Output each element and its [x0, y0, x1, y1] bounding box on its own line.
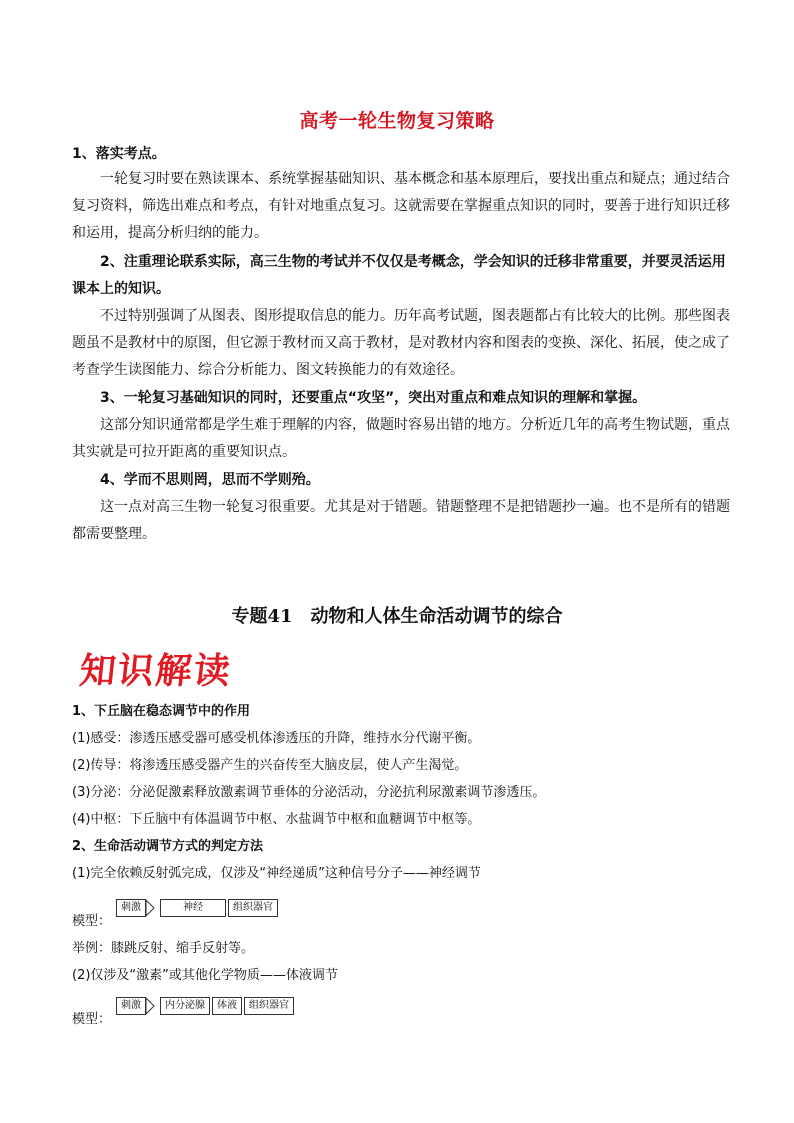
point-1-body: 一轮复习时要在熟读课本、系统掌握基础知识、基本概念和基本原理后，要找出重点和疑点；通过结合复习资料，筛选出难点和考点，有针对地重点复习。这就需要在掌握重点知识的同时，要善于进行知识迁移和运用，提高分析归纳的能力。	[72, 171, 730, 241]
model-1-organ: 组织器官	[228, 899, 278, 917]
model-1-nerve: 神经	[160, 899, 226, 917]
model-2-arrow-icon	[146, 996, 160, 1016]
point-2-body: 不过特别强调了从图表、图形提取信息的能力。历年高考试题，图表题都占有比较大的比例。那些图表题虽不是教材中的原图，但它源于教材而又高于教材，是对教材内容和图表的变换、深化、拓展，使之成了考查学生读图能力、综合分析能力、图文转换能力的有效途径。	[72, 308, 730, 378]
model-1-flow	[116, 898, 278, 918]
section-1-item-3: (3)分泌：分泌促激素释放激素调节垂体的分泌活动，分泌抗利尿激素调节渗透压。	[72, 785, 546, 800]
model-1-stimulus: 刺激	[116, 899, 146, 917]
topic-title: 专题41 动物和人体生命活动调节的综合	[231, 606, 563, 627]
point-3-body: 这部分知识通常都是学生难于理解的内容，做题时容易出错的地方。分析近几年的高考生物试题，重点其实就是可拉开距离的重要知识点。	[72, 417, 730, 460]
model-2-label: 模型：	[72, 1012, 112, 1027]
point-4-body: 这一点对高三生物一轮复习很重要。尤其是对于错题。错题整理不是把错题抄一遍。也不是所有的错题都需要整理。	[72, 499, 730, 542]
model-2-body-fluid: 体液	[212, 997, 242, 1015]
point-2-heading: 2、注重理论联系实际，高三生物的考试并不仅仅是考概念，学会知识的迁移非常重要，并要灵活运用课本上的知识。	[72, 254, 726, 297]
model-2-organ: 组织器官	[244, 997, 294, 1015]
model-2-flow	[116, 996, 294, 1016]
point-4-heading: 4、学而不思则罔，思而不学则殆。	[100, 472, 320, 488]
model-2-endocrine-gland: 内分泌腺	[160, 997, 210, 1015]
knowledge-banner: 知识解读	[77, 650, 234, 692]
section-1-item-2: (2)传导：将渗透压感受器产生的兴奋传至大脑皮层，使人产生渴觉。	[72, 758, 468, 773]
model-2-stimulus: 刺激	[116, 997, 146, 1015]
section-2-heading: 2、生命活动调节方式的判定方法	[72, 839, 264, 854]
section-1-heading: 1、下丘脑在稳态调节中的作用	[72, 704, 251, 719]
section-1-item-4: (4)中枢：下丘脑中有体温调节中枢、水盐调节中枢和血糖调节中枢等。	[72, 812, 481, 827]
model-1-label: 模型：	[72, 914, 112, 929]
section-2-example: 举例：膝跳反射、缩手反射等。	[72, 941, 255, 956]
point-3-heading: 3、一轮复习基础知识的同时，还要重点“攻坚”，突出对重点和难点知识的理解和掌握。	[100, 390, 647, 406]
section-2-item-1: (1)完全依赖反射弧完成，仅涉及“神经递质”这种信号分子——神经调节	[72, 866, 481, 881]
point-1-heading: 1、落实考点。	[72, 146, 166, 162]
strategy-title: 高考一轮生物复习策略	[299, 110, 495, 132]
model-1-arrow-icon	[146, 898, 160, 918]
section-1-item-1: (1)感受：渗透压感受器可感受机体渗透压的升降，维持水分代谢平衡。	[72, 731, 481, 746]
section-2-item-2: (2)仅涉及“激素”或其他化学物质——体液调节	[72, 968, 338, 983]
